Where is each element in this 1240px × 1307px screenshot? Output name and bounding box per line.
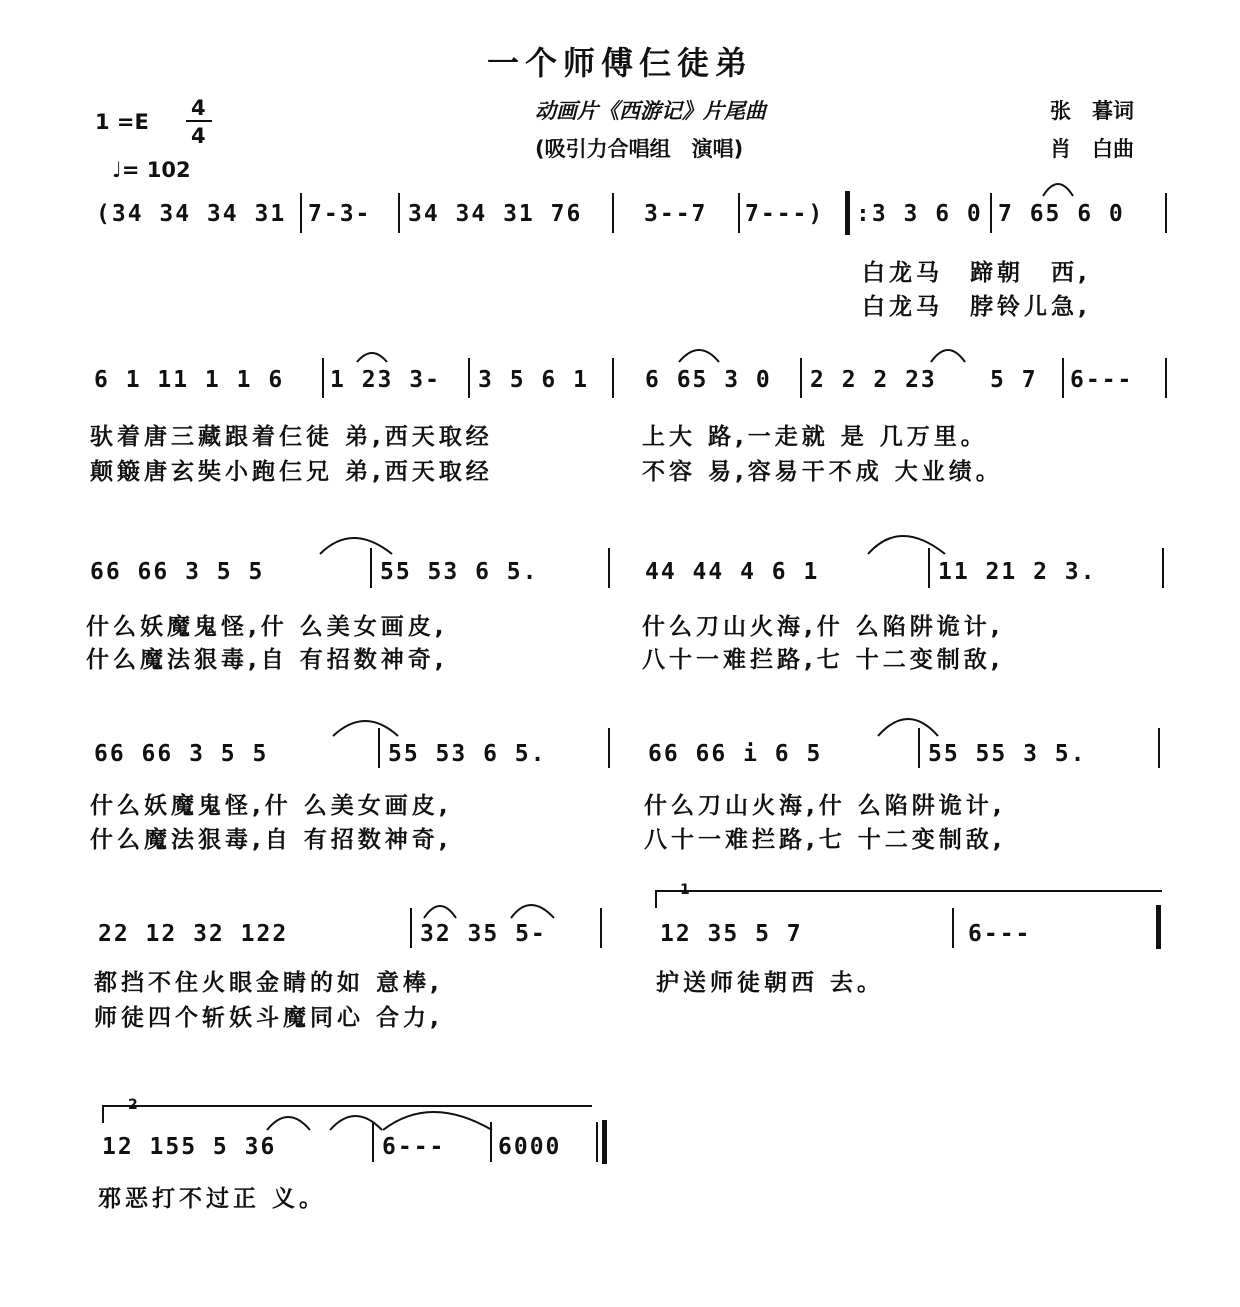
slur (320, 538, 392, 554)
slur (267, 1117, 310, 1130)
slur (878, 719, 938, 736)
notes-r4-m3: 66 66 i 6 5 (648, 741, 823, 767)
slur (333, 721, 398, 736)
lyrics-r5-v2-a: 师徒四个斩妖斗魔同心 合力, (94, 1005, 443, 1031)
notes-r4-m1: 66 66 3 5 5 (94, 741, 269, 767)
slur (679, 350, 719, 362)
notes-r3-m3: 44 44 4 6 1 (645, 559, 820, 585)
performer: (吸引力合唱组 演唱) (535, 137, 744, 161)
slur (511, 905, 554, 918)
notes-r3-m2: 55 53 6 5. (380, 559, 539, 585)
key-signature: 1 =E (95, 110, 149, 134)
lyrics-r2-v2-a: 颠簸唐玄奘小跑仨兄 弟,西天取经 (90, 459, 493, 485)
notes-r5-m2: 32 35 5- (420, 921, 547, 947)
slur (330, 1116, 382, 1130)
time-signature-bottom: 4 (191, 124, 206, 148)
notes-r2-m5: 2 2 2 23 (810, 367, 937, 393)
notes-r5-m4: 6--- (968, 921, 1032, 947)
lyrics-r2-v1-b: 上大 路,一走就 是 几万里。 (642, 424, 988, 450)
time-signature-top: 4 (191, 96, 206, 120)
lyrics-r2-v1-a: 驮着唐三藏跟着仨徒 弟,西天取经 (90, 424, 493, 450)
notes-r3-m1: 66 66 3 5 5 (90, 559, 265, 585)
composer: 肖 白曲 (1050, 137, 1134, 161)
slur (1043, 184, 1073, 196)
lyrics-r5-v1-b: 护送师徒朝西 去。 (656, 970, 885, 996)
notes-r1-m6: :3 3 6 0 (856, 201, 983, 227)
lyrics-r4-v1-b: 什么刀山火海,什 么陷阱诡计, (644, 793, 1006, 819)
slur (357, 353, 387, 362)
tempo-marking: ♩= 102 (112, 158, 191, 182)
notes-r2-m6: 5 7 (990, 367, 1038, 393)
notes-r1-m5: 7---) (745, 201, 825, 227)
notes-r3-m4: 11 21 2 3. (938, 559, 1097, 585)
notes-r1-m3: 34 34 31 76 (408, 201, 583, 227)
notes-r1-m1: (34 34 34 31 (96, 201, 287, 227)
notes-r6-m3: 6000 (498, 1134, 562, 1160)
notes-r2-m4: 6 65 3 0 (645, 367, 772, 393)
notes-r1-m7: 7 65 6 0 (998, 201, 1125, 227)
notes-r1-m2: 7-3- (308, 201, 372, 227)
notes-r1-m4: 3--7 (644, 201, 708, 227)
lyrics-r1-v2: 白龙马 脖铃儿急, (862, 294, 1091, 320)
song-title: 一个师傅仨徒弟 (486, 44, 753, 82)
lyrics-r4-v1-a: 什么妖魔鬼怪,什 么美女画皮, (90, 793, 452, 819)
volta-number-2: 2 (128, 1097, 138, 1113)
volta-number-1: 1 (680, 882, 690, 898)
lyrics-r1-v1: 白龙马 蹄朝 西, (862, 260, 1091, 286)
slur (424, 906, 456, 918)
subtitle: 动画片《西游记》片尾曲 (535, 99, 766, 123)
lyrics-r6-v1: 邪恶打不过正 义。 (98, 1186, 327, 1212)
slur (383, 1112, 492, 1130)
lyrics-r3-v2-b: 八十一难拦路,七 十二变制敌, (642, 647, 1004, 673)
slur (868, 536, 945, 554)
lyrics-r3-v1-a: 什么妖魔鬼怪,什 么美女画皮, (86, 614, 448, 640)
slur (931, 350, 965, 362)
notes-r2-m3: 3 5 6 1 (478, 367, 589, 393)
lyrics-r2-v2-b: 不容 易,容易干不成 大业绩。 (642, 459, 1003, 485)
notes-r6-m1: 12 155 5 36 (102, 1134, 277, 1160)
notes-r2-m2: 1 23 3- (330, 367, 441, 393)
notes-r4-m2: 55 53 6 5. (388, 741, 547, 767)
lyrics-r5-v1-a: 都挡不住火眼金睛的如 意棒, (94, 970, 443, 996)
notes-r2-m1: 6 1 11 1 1 6 (94, 367, 285, 393)
notes-r4-m4: 55 55 3 5. (928, 741, 1087, 767)
lyrics-r4-v2-b: 八十一难拦路,七 十二变制敌, (644, 827, 1006, 853)
lyrics-r4-v2-a: 什么魔法狠毒,自 有招数神奇, (90, 827, 452, 853)
lyrics-r3-v1-b: 什么刀山火海,什 么陷阱诡计, (642, 614, 1004, 640)
notes-r5-m1: 22 12 32 122 (98, 921, 289, 947)
notes-r5-m3: 12 35 5 7 (660, 921, 803, 947)
notes-r6-m2: 6--- (382, 1134, 446, 1160)
lyricist: 张 暮词 (1050, 99, 1134, 123)
lyrics-r3-v2-a: 什么魔法狠毒,自 有招数神奇, (86, 647, 448, 673)
notes-r2-m7: 6--- (1070, 367, 1134, 393)
